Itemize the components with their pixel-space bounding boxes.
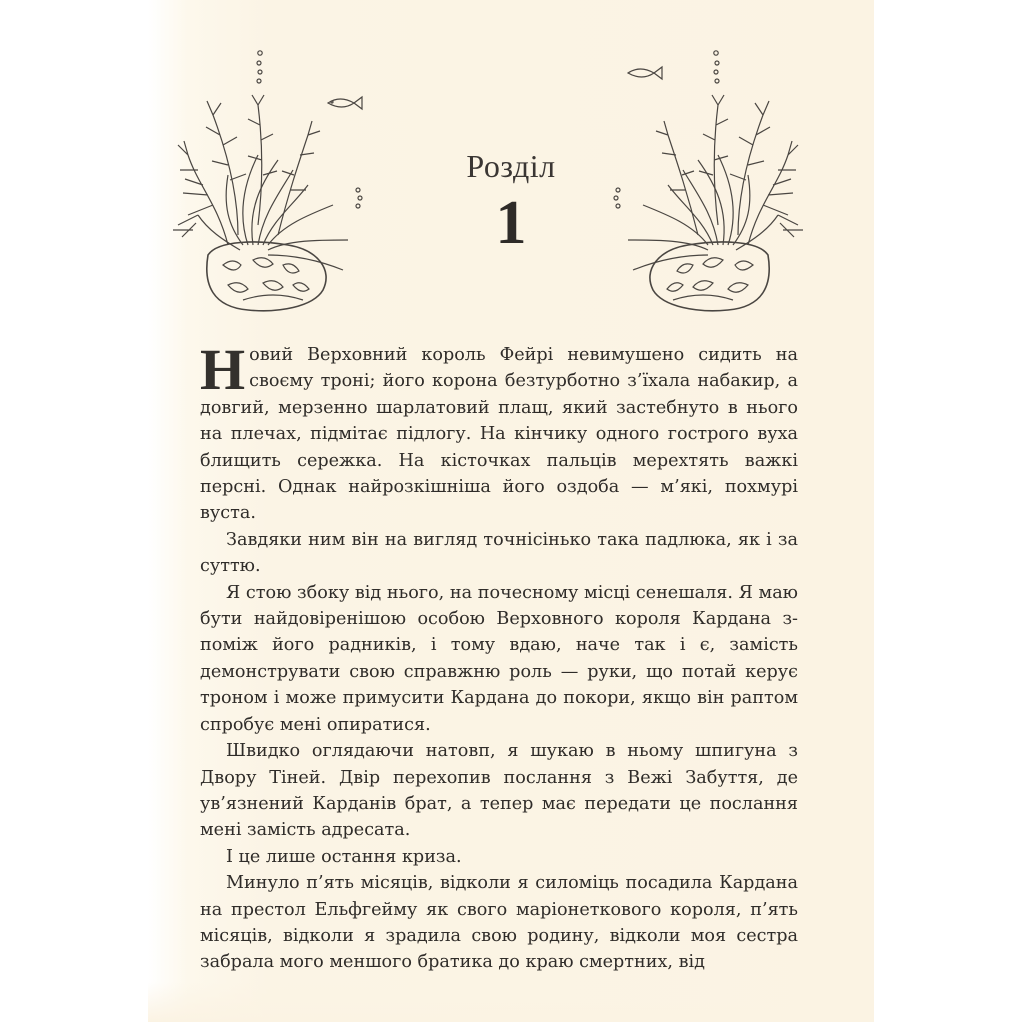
paragraph-1-text: овий Верховний король Фейрі невимушено сидить на своєму троні; його корона безтурботно з’їхала набакир, а довгий, мерзенно шарлатовий плащ, який застебнуто в нього на плечах, підмітає підлогу. На кінчику одного гострого вуха блищить сережка. На кісточках пальців мерехтять важкі персні. Однак найрозкішніша його оздоба — м’які, похмурі вуста. (200, 345, 798, 524)
drop-cap: Н (200, 337, 246, 402)
chapter-label: Розділ (466, 148, 556, 184)
paragraph-2: Завдяки ним він на вигляд точнісінько така падлюка, як і за суттю. (200, 529, 798, 577)
book-page (148, 0, 874, 1022)
paragraph-3: Я стою збоку від нього, на почесному місці сенешаля. Я маю бути найдовіренішою особою Верховного короля Кардана з-поміж його радників, і тому вдаю, наче так і є, замість демонструвати свою справжню роль — руки, що потай керує троном і може примусити Кардана до покори, якщо він раптом спробує мені опиратися. (200, 582, 798, 735)
paragraph-1 (200, 337, 798, 527)
chapter-body (200, 337, 798, 976)
paragraph-6: Минуло п’ять місяців, відколи я силоміць посадила Кардана на престол Ельфгейму як свого маріонеткового короля, п’ять місяців, відколи я зрадила свою родину, відколи моя сестра забрала мого меншого братика до краю смертних, від (200, 873, 798, 973)
paragraph-5: І це лише остання криза. (226, 846, 462, 867)
chapter-number: 1 (495, 189, 527, 257)
paragraph-4: Швидко оглядаючи натовп, я шукаю в ньому шпигуна з Двору Тіней. Двір перехопив послання з Вежі Забуття, де ув’язнений Карданів брат, а тепер має передати це послання мені замість адресата. (200, 741, 798, 841)
